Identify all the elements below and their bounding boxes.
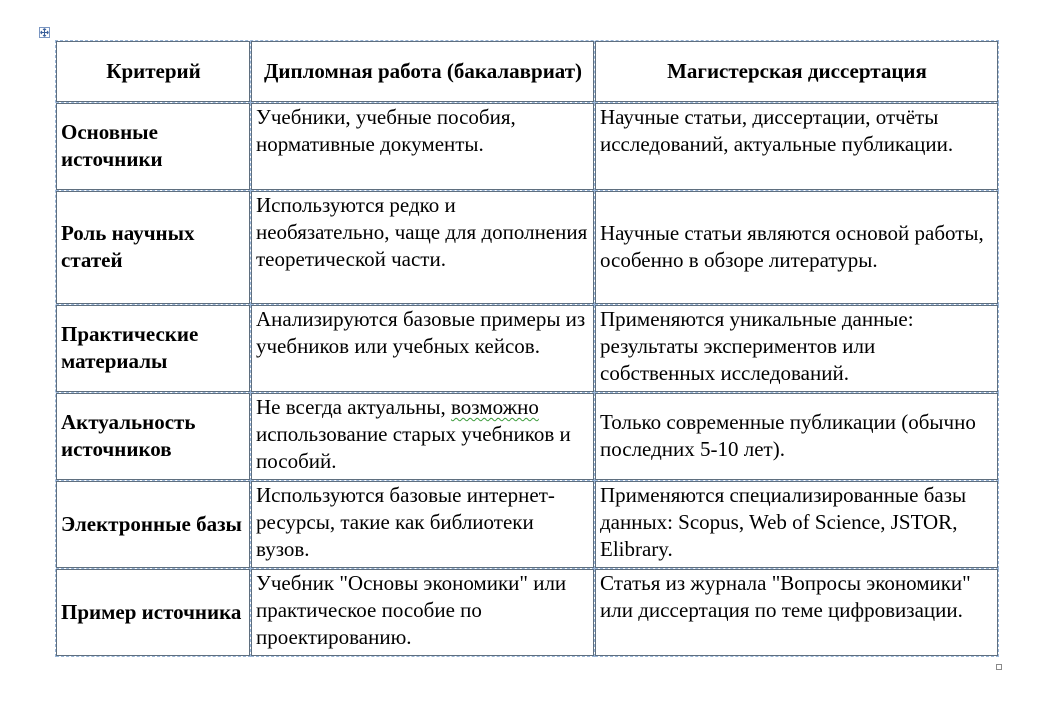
spellcheck-flagged-word[interactable]: возможно xyxy=(451,395,539,419)
cell-text: Не всегда актуальны, xyxy=(256,395,452,419)
table-row xyxy=(56,481,999,569)
cell-criterion[interactable]: Пример источника xyxy=(56,569,251,657)
header-master[interactable]: Магистерская диссертация xyxy=(595,41,999,103)
header-criterion[interactable]: Критерий xyxy=(56,41,251,103)
cell-master[interactable]: Научные статьи являются основой работы, особенно в обзоре литературы. xyxy=(595,191,999,305)
cell-master[interactable]: Применяются уникальные данные: результаты экспериментов или собственных исследований. xyxy=(595,305,999,393)
cell-master[interactable]: Применяются специализированные базы данных: Scopus, Web of Science, JSTOR, Elibrary. xyxy=(595,481,999,569)
table-row xyxy=(56,305,999,393)
cell-criterion[interactable]: Электронные базы xyxy=(56,481,251,569)
comparison-table xyxy=(55,40,999,657)
header-bachelor[interactable]: Дипломная работа (бакалавриат) xyxy=(251,41,595,103)
move-arrows-icon xyxy=(40,28,49,37)
cell-bachelor[interactable]: Используются базовые интернет-ресурсы, такие как библиотеки вузов. xyxy=(251,481,595,569)
cell-bachelor[interactable] xyxy=(251,393,595,481)
cell-criterion[interactable]: Актуальность источников xyxy=(56,393,251,481)
table-row xyxy=(56,393,999,481)
cell-criterion[interactable]: Практические материалы xyxy=(56,305,251,393)
table-row xyxy=(56,569,999,657)
cell-master[interactable]: Научные статьи, диссертации, отчёты исследований, актуальные публикации. xyxy=(595,103,999,191)
cell-master[interactable]: Статья из журнала "Вопросы экономики" или диссертация по теме цифровизации. xyxy=(595,569,999,657)
table-resize-handle[interactable] xyxy=(996,664,1002,670)
cell-criterion[interactable]: Основные источники xyxy=(56,103,251,191)
cell-master[interactable]: Только современные публикации (обычно последних 5-10 лет). xyxy=(595,393,999,481)
table-row xyxy=(56,103,999,191)
cell-bachelor[interactable]: Учебник "Основы экономики" или практическое пособие по проектированию. xyxy=(251,569,595,657)
table-header-row xyxy=(56,41,999,103)
cell-criterion[interactable]: Роль научных статей xyxy=(56,191,251,305)
table-row xyxy=(56,191,999,305)
cell-bachelor[interactable]: Используются редко и необязательно, чаще для дополнения теоретической части. xyxy=(251,191,595,305)
cell-bachelor[interactable]: Анализируются базовые примеры из учебников или учебных кейсов. xyxy=(251,305,595,393)
cell-text: использование старых учебников и пособий. xyxy=(256,422,571,473)
table-move-handle[interactable] xyxy=(39,27,50,38)
cell-bachelor[interactable]: Учебники, учебные пособия, нормативные документы. xyxy=(251,103,595,191)
